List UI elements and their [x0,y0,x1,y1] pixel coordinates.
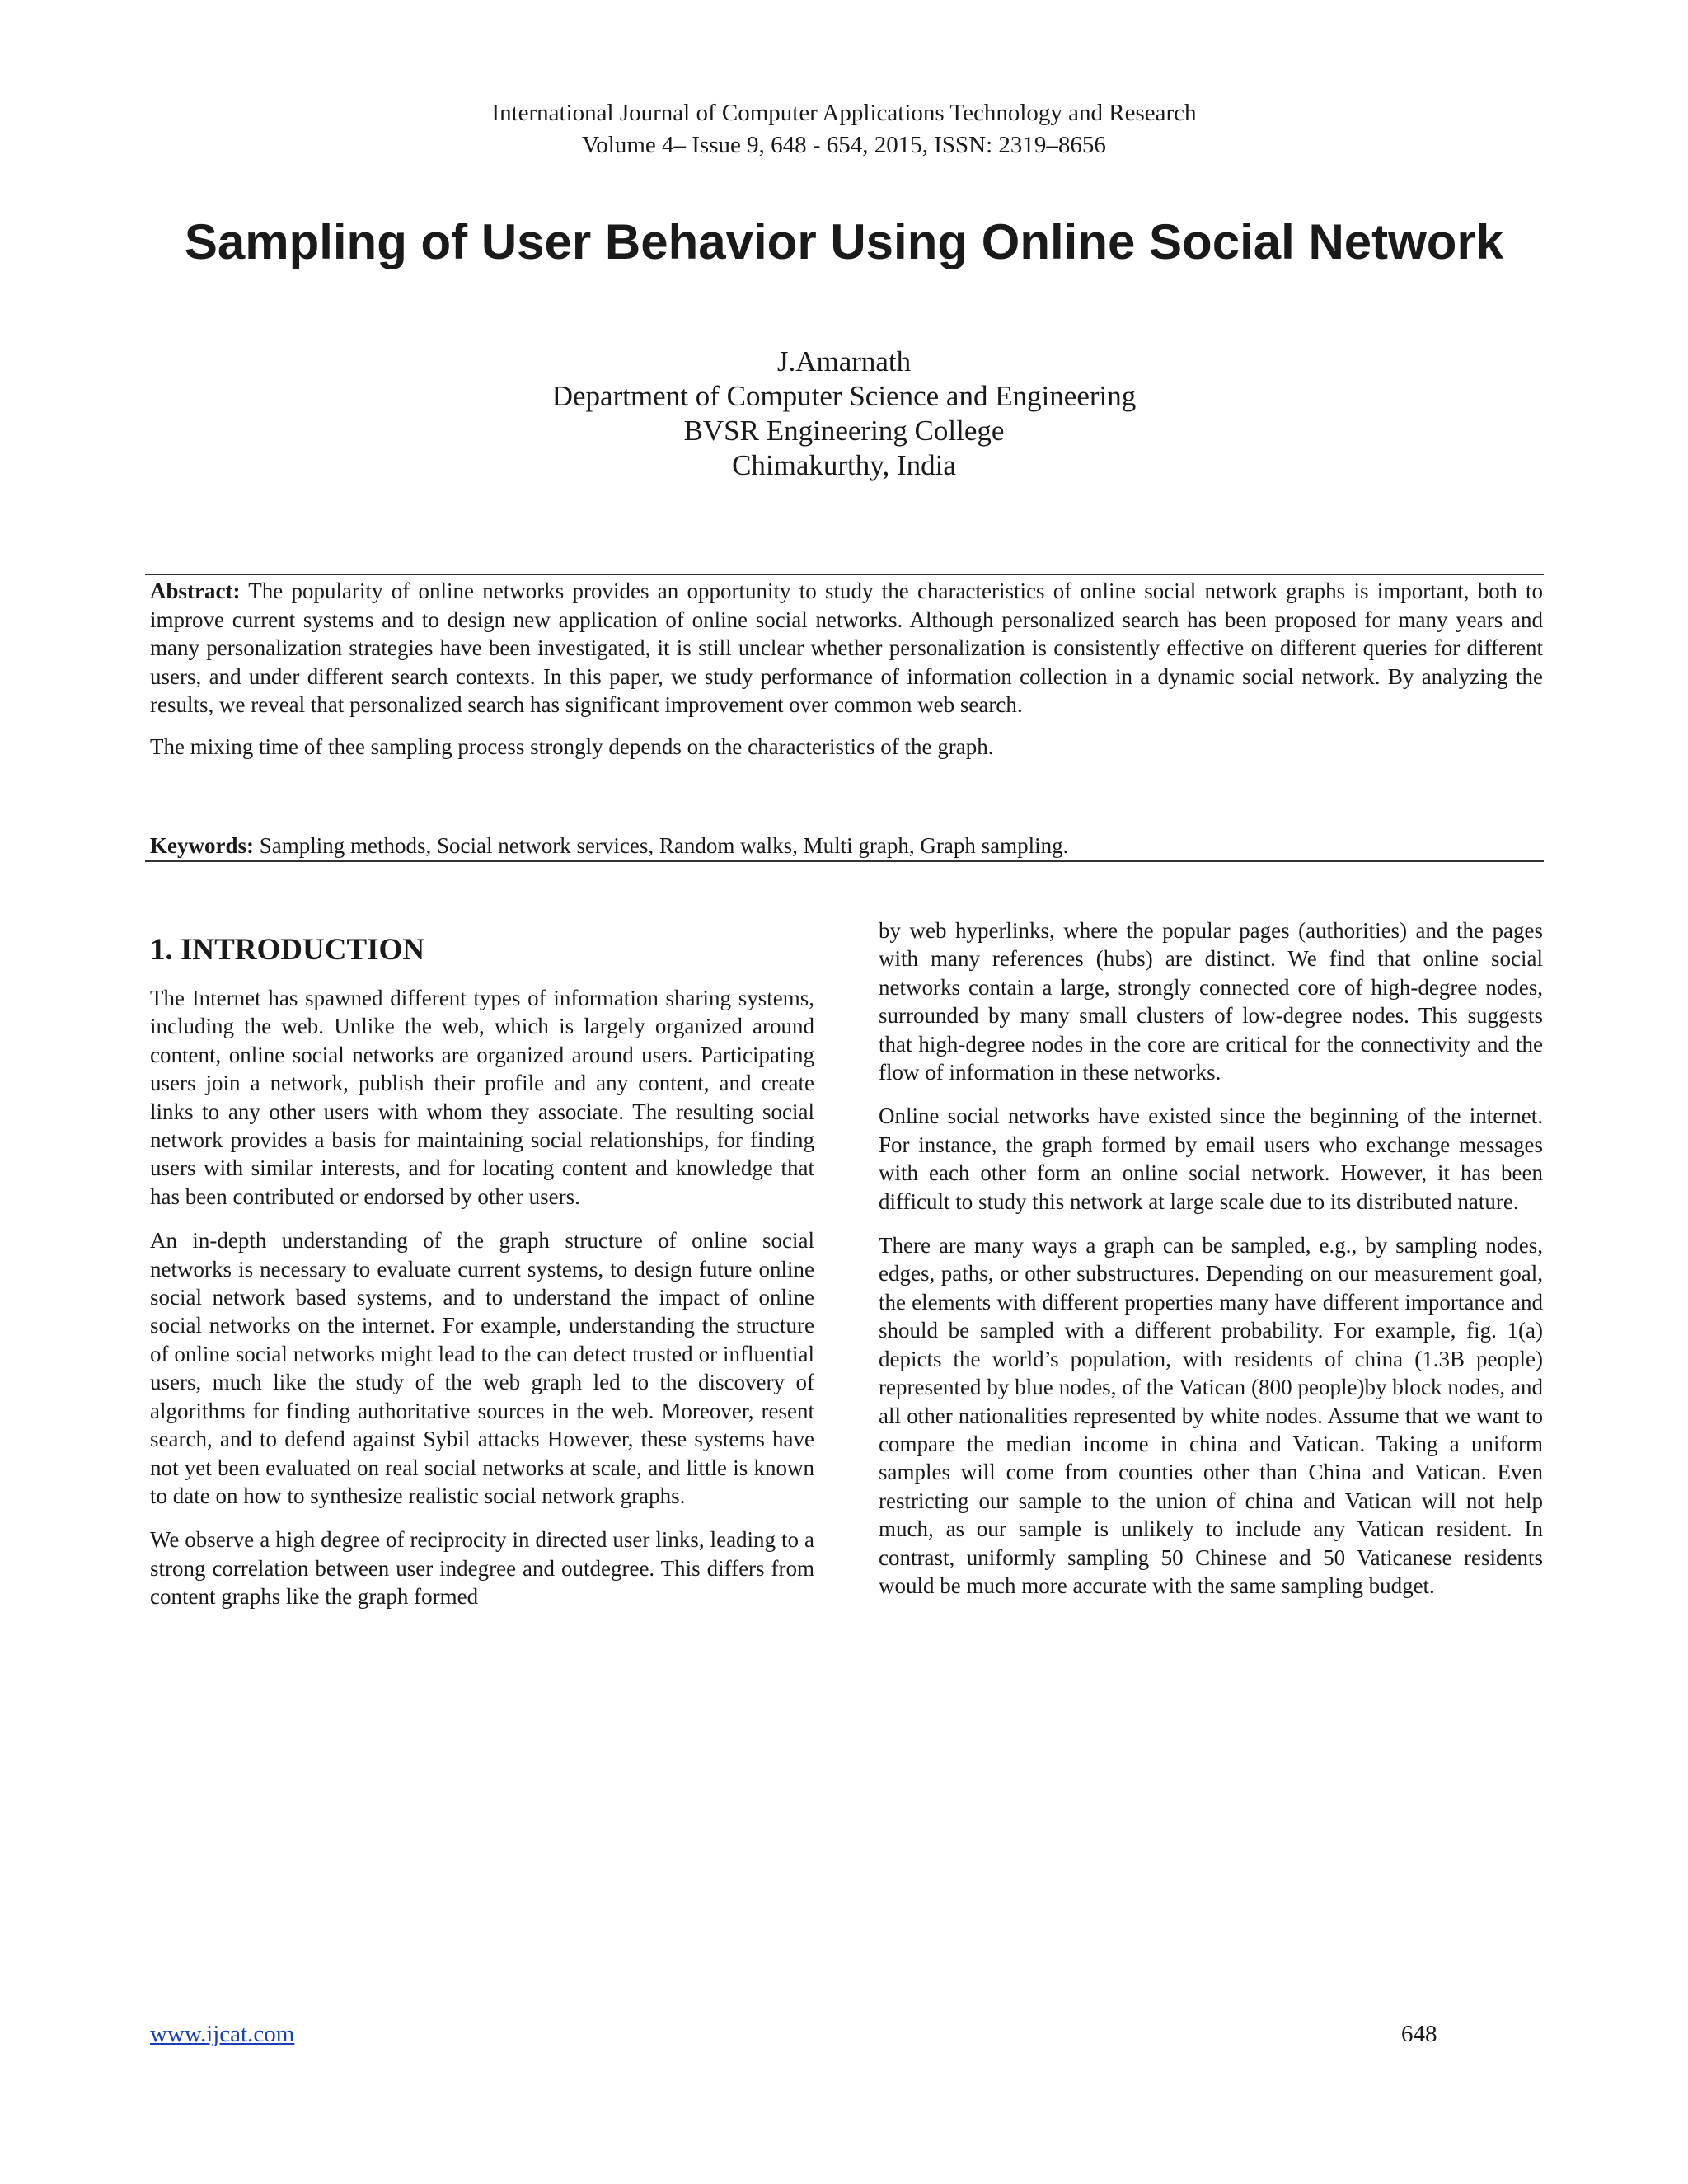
author-location: Chimakurthy, India [732,449,956,481]
body-paragraph: Online social networks have existed since the beginning of the internet. For instance, the graph formed by email users who exchange messages with each other form an online social network. However, it has been difficult to study this network at large scale due to its distributed nature. [879,1104,1543,1214]
keywords-bottom-rule [145,860,1544,862]
right-column [879,916,1543,1615]
abstract-top-rule [145,574,1544,575]
keywords-text: Sampling methods, Social network services, Random walks, Multi graph, Graph sampling. [253,833,1069,858]
keywords [150,832,1543,860]
section-heading-introduction: 1. INTRODUCTION [150,933,425,967]
body-paragraph: The Internet has spawned different types of information sharing systems, including the web. Unlike the web, which is largely organized around content, online social networks are organized around users. Participating users join a network, publish their profile and any content, and create links to any other users with whom they associate. The resulting social network provides a basis for maintaining social relationships, for finding users with similar interests, and for locating content and knowledge that has been contributed or endorsed by other users. [150,986,814,1209]
journal-volume: Volume 4– Issue 9, 648 - 654, 2015, ISSN: 2319–8656 [582,132,1106,158]
abstract-label: Abstract: [150,579,241,603]
body-paragraph: We observe a high degree of reciprocity in directed user links, leading to a strong correlation between user indegree and outdegree. This differs from content graphs like the graph formed [150,1527,814,1610]
abstract-paragraph [150,577,1543,719]
journal-header [0,97,1688,162]
footer-website-link[interactable]: www.ijcat.com [150,2021,295,2047]
abstract-text: The popularity of online networks provides an opportunity to study the characteristics of online social network graphs is important, both to improve current systems and to design new application of online social networks. Although personalized search has been proposed for many years and many personalization strategies have been investigated, it is still unclear whether personalization is consistently effective on different queries for different users, and under different search contexts. In this paper, we study performance of information collection in a dynamic social network. By analyzing the results, we reveal that personalized search has significant improvement over common web search. [150,579,1543,718]
body-paragraph: There are many ways a graph can be sampled, e.g., by sampling nodes, edges, paths, or other substructures. Depending on our measurement goal, the elements with different properties many have different importance and should be sampled with a different probability. For example, fig. 1(a) depicts the world’s population, with residents of china (1.3B people) represented by blue nodes, of the Vatican (800 people)by block nodes, and all other nationalities represented by white nodes. Assume that we want to compare the median income in china and Vatican. Taking a uniform samples will come from counties other than China and Vatican. Even restricting our sample to the union of china and Vatican will not help much, as our sample is unlikely to include any Vatican resident. In contrast, uniformly sampling 50 Chinese and 50 Vaticanese residents would be much more accurate with the same sampling budget. [879,1233,1543,1598]
page-number: 648 [1401,2021,1437,2047]
keywords-label: Keywords: [150,833,254,858]
author-department: Department of Computer Science and Engineering [551,380,1137,412]
author-college: BVSR Engineering College [683,415,1005,447]
body-paragraph: An in-depth understanding of the graph structure of online social networks is necessary to evaluate current systems, to design future online social network based systems, and to understand the impact of online social networks on the internet. For example, understanding the structure of online social networks might lead to the can detect trusted or influential users, much like the study of the web graph led to the discovery of algorithms for finding authoritative sources in the web. Moreover, resent search, and to defend against Sybil attacks However, these systems have not yet been evaluated on real social networks at scale, and little is known to date on how to synthesize realistic social network graphs. [150,1228,814,1508]
abstract-second-paragraph: The mixing time of thee sampling process strongly depends on the characteristics of the graph. [150,733,994,759]
author-block [0,344,1688,483]
left-column [150,931,814,1627]
journal-name: International Journal of Computer Applications Technology and Research [491,100,1197,126]
author-name: J.Amarnath [776,345,912,377]
abstract [150,577,1543,775]
paper-title: Sampling of User Behavior Using Online Social Network [184,214,1504,269]
body-paragraph: by web hyperlinks, where the popular pages (authorities) and the pages with many references (hubs) are distinct. We find that online social networks contain a large, strongly connected core of high-degree nodes, surrounded by many small clusters of low-degree nodes. This suggests that high-degree nodes in the core are critical for the connectivity and the flow of information in these networks. [879,918,1543,1085]
